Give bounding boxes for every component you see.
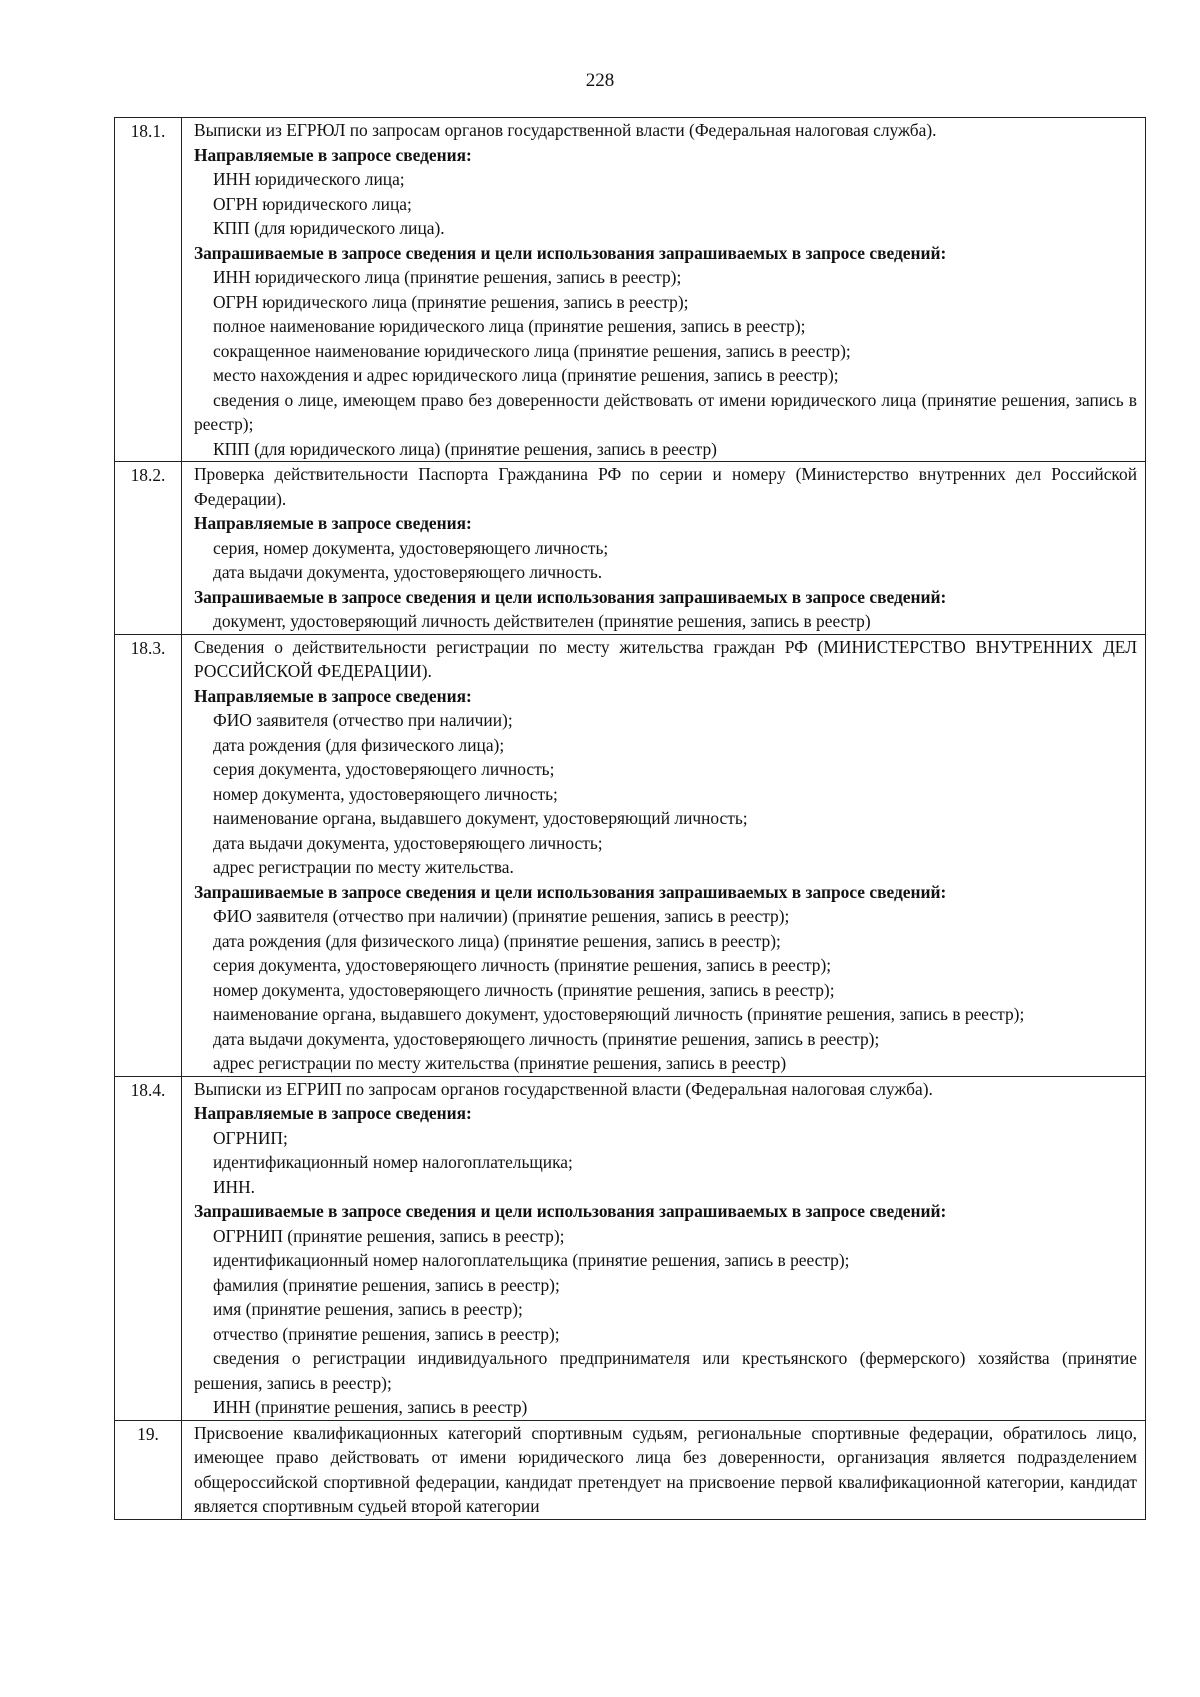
content-line: адрес регистрации по месту жительства (принятие решения, запись в реестр) (213, 1053, 787, 1073)
content-line: серия документа, удостоверяющего личность; (213, 759, 555, 779)
content-line: Присвоение квалификационных категорий спортивным судьям, региональные спортивные федерации, обратилось лицо, имеющее право действовать от имени юридического лица без доверенности, организация является подразделением общероссийской спортивной федерации, кандидат претендует на присвоение первой квалификационной категории, кандидат является спортивным судьей второй категории (194, 1422, 1137, 1516)
content-line: КПП (для юридического лица). (213, 218, 445, 238)
row-content (182, 1076, 1146, 1420)
row-number: 18.4. (115, 1076, 182, 1420)
content-line: КПП (для юридического лица) (принятие решения, запись в реестр) (213, 438, 717, 459)
content-line: Проверка действительности Паспорта Гражданина РФ по серии и номеру (Министерство внутренних дел Российской Федерации). (194, 464, 1137, 509)
table-row (115, 118, 1146, 462)
section-heading: Запрашиваемые в запросе сведения и цели использования запрашиваемых в запросе сведений: (194, 1201, 947, 1221)
content-line: дата выдачи документа, удостоверяющего личность (принятие решения, запись в реестр); (213, 1028, 880, 1049)
content-line: сокращенное наименование юридического лица (принятие решения, запись в реестр); (213, 340, 851, 361)
section-heading: Направляемые в запросе сведения: (194, 513, 472, 533)
content-line: ФИО заявителя (отчество при наличии) (принятие решения, запись в реестр); (213, 906, 790, 926)
content-line: номер документа, удостоверяющего личность; (213, 783, 558, 804)
table-row (115, 1420, 1146, 1519)
content-line: адрес регистрации по месту жительства. (213, 857, 514, 877)
content-line: ОГРНИП; (213, 1127, 288, 1148)
content-line: серия, номер документа, удостоверяющего личность; (213, 537, 609, 558)
section-heading: Запрашиваемые в запросе сведения и цели использования запрашиваемых в запросе сведений: (194, 242, 947, 263)
services-table (114, 117, 1146, 1520)
content-line: ОГРНИП (принятие решения, запись в реестр); (213, 1225, 565, 1246)
content-line: отчество (принятие решения, запись в реестр); (213, 1323, 560, 1344)
content-line: ОГРН юридического лица; (213, 193, 412, 214)
content-line: дата выдачи документа, удостоверяющего личность; (213, 832, 603, 853)
row-number: 19. (115, 1420, 182, 1519)
content-line: полное наименование юридического лица (принятие решения, запись в реестр); (213, 316, 806, 336)
table-row (115, 1076, 1146, 1420)
content-line: наименование органа, выдавшего документ, удостоверяющий личность (принятие решения, запись в реестр); (213, 1004, 1025, 1024)
table-body (115, 118, 1146, 1520)
content-line: наименование органа, выдавшего документ, удостоверяющий личность; (213, 808, 748, 828)
table-row (115, 634, 1146, 1076)
page-number: 228 (585, 70, 615, 91)
section-heading: Направляемые в запросе сведения: (194, 1103, 472, 1123)
content-line: дата рождения (для физического лица); (213, 734, 505, 755)
content-line: место нахождения и адрес юридического лица (принятие решения, запись в реестр); (213, 365, 839, 385)
content-line: ОГРН юридического лица (принятие решения, запись в реестр); (213, 291, 689, 312)
row-content (182, 462, 1146, 635)
section-heading: Направляемые в запросе сведения: (194, 144, 472, 165)
content-line: ИНН юридического лица (принятие решения, запись в реестр); (213, 267, 682, 287)
content-line: документ, удостоверяющий личность действителен (принятие решения, запись в реестр) (213, 611, 871, 631)
content-line: ИНН (принятие решения, запись в реестр) (213, 1397, 528, 1417)
content-line: идентификационный номер налогоплательщика; (213, 1152, 573, 1172)
section-heading: Запрашиваемые в запросе сведения и цели использования запрашиваемых в запросе сведений: (194, 586, 947, 607)
content-line: номер документа, удостоверяющего личность (принятие решения, запись в реестр); (213, 979, 835, 1000)
table-row (115, 462, 1146, 635)
content-line: сведения о лице, имеющем право без доверенности действовать от имени юридического лица (принятие решения, запись в реестр); (194, 389, 1137, 434)
content-line: Сведения о действительности регистрации по месту жительства граждан РФ (МИНИСТЕРСТВО ВНУТРЕННИХ ДЕЛ РОССИЙСКОЙ ФЕДЕРАЦИИ). (194, 636, 1137, 681)
content-line: ИНН. (213, 1176, 256, 1197)
content-line: ИНН юридического лица; (213, 169, 405, 189)
section-heading: Запрашиваемые в запросе сведения и цели использования запрашиваемых в запросе сведений: (194, 881, 947, 902)
content-line: дата рождения (для физического лица) (принятие решения, запись в реестр); (213, 930, 781, 951)
content-line: Выписки из ЕГРЮЛ по запросам органов государственной власти (Федеральная налоговая служба). (194, 120, 937, 140)
row-content (182, 634, 1146, 1076)
content-line: идентификационный номер налогоплательщика (принятие решения, запись в реестр); (213, 1250, 850, 1270)
content-line: сведения о регистрации индивидуального предпринимателя или крестьянского (фермерского) хозяйства (принятие решения, запись в реестр); (194, 1348, 1137, 1393)
content-line: дата выдачи документа, удостоверяющего личность. (213, 562, 603, 582)
row-content (182, 118, 1146, 462)
content-line: Выписки из ЕГРИП по запросам органов государственной власти (Федеральная налоговая служба). (194, 1078, 933, 1099)
row-number: 18.2. (115, 462, 182, 635)
section-heading: Направляемые в запросе сведения: (194, 685, 472, 706)
row-number: 18.1. (115, 118, 182, 462)
content-line: фамилия (принятие решения, запись в реестр); (213, 1274, 560, 1295)
row-number: 18.3. (115, 634, 182, 1076)
content-line: имя (принятие решения, запись в реестр); (213, 1299, 523, 1319)
row-content (182, 1420, 1146, 1519)
content-line: серия документа, удостоверяющего личность (принятие решения, запись в реестр); (213, 955, 832, 975)
content-line: ФИО заявителя (отчество при наличии); (213, 710, 513, 730)
